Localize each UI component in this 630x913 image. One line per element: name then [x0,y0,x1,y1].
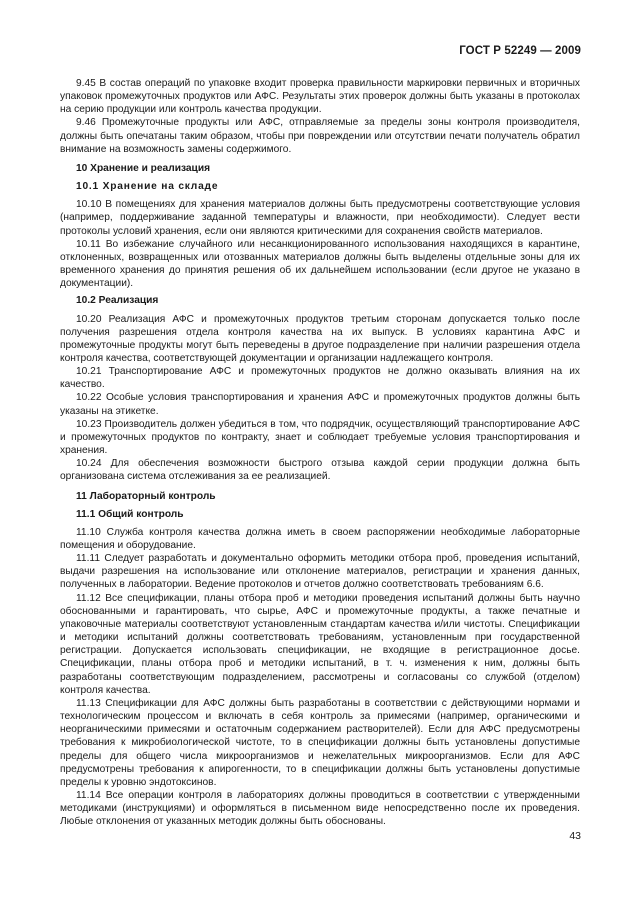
document-body [60,77,580,828]
subsection-heading-10-2: 10.2 Реализация [76,295,159,307]
paragraph-11-12: 11.12 Все спецификации, планы отбора проб и методики проведения испытаний должны быть научно обоснованными и гарантировать, что сырье, АФС и промежуточные продукты, а также печатные и упаковочные материалы соответствуют установленным стандартам качества и/или чистоты. Спецификации и методики испытаний должны соответствовать требованиям, установленным при государственной регистрации. Допускается использовать спецификации, не входящие в регистрационное досье. Спецификации, планы отбора проб и методики испытаний, в т. ч. изменения к ним, должны быть разработаны соответствующим подразделением, рассмотрены и согласованы со службой (отделом) контроля качества. [60,592,580,696]
paragraph-9-46: 9.46 Промежуточные продукты или АФС, отправляемые за пределы зоны контроля производителя, должны быть опечатаны таким образом, чтобы при повреждении или отсутствии печати получатель обратил внимание на возможность замены содержимого. [60,117,580,155]
paragraph-11-11: 11.11 Следует разработать и документально оформить методики отбора проб, проведения испытаний, выдачи разрешения на использование или отклонение материалов, регистрации и хранения данных, полученных в лаборатории. Ведение протоколов и отчетов должно соответствовать требованиям 6.6. [60,553,580,591]
paragraph-10-10: 10.10 В помещениях для хранения материалов должны быть предусмотрены соответствующие условия (например, поддерживание заданной температуры и влажности, при необходимости). Следует вести протоколы условий хранения, если они являются критическими для сохранения свойств материалов. [60,199,580,237]
paragraph-10-21: 10.21 Транспортирование АФС и промежуточных продуктов не должно оказывать влияния на их качество. [60,366,580,391]
paragraph-10-24: 10.24 Для обеспечения возможности быстрого отзыва каждой серии продукции должна быть организована система отслеживания за ее реализацией. [60,458,580,483]
paragraph-10-22: 10.22 Особые условия транспортирования и хранения АФС и промежуточных продуктов должны быть указаны на этикетке. [60,392,580,417]
subsection-heading-11-1: 11.1 Общий контроль [76,508,184,520]
paragraph-11-14: 11.14 Все операции контроля в лабораториях должны проводиться в соответствии с утвержденными методиками (инструкциями) и оформляться в письменном виде непосредственно после их проведения. Любые отклонения от указанных методик должны быть обоснованы. [60,789,580,828]
section-heading-11: 11 Лабораторный контроль [76,490,216,502]
page-number: 43 [569,830,581,842]
section-heading-10: 10 Хранение и реализация [76,162,211,174]
paragraph-11-13: 11.13 Спецификации для АФС должны быть разработаны в соответствии с действующими нормами и технологическим процессом и включать в себя контроль за примесями (например, органическими и неорганическими примесями и остаточным содержанием растворителей). Если для АФС предусмотрены требования к микробиологической чистоте, то в спецификации должны быть установлены допустимые пределы для общего числа микроорганизмов и нежелательных микроорганизмов. Если для АФС предусмотрены требования к апирогенности, то в спецификации должны быть установлены допустимые пределы к уровню эндотоксинов. [60,697,580,788]
paragraph-10-20: 10.20 Реализация АФС и промежуточных продуктов третьим сторонам допускается только после получения разрешения отдела контроля качества на их выпуск. В условиях карантина АФС и промежуточные продукты могут быть переведены в другое подразделение при наличии разрешения отдела контроля качества, соответствующей документации и организации надлежащего контроля. [60,313,580,364]
paragraph-9-45: 9.45 В состав операций по упаковке входит проверка правильности маркировки первичных и вторичных упаковок промежуточных продуктов или АФС. Результаты этих проверок должны быть указаны в протоколах на серию продукции или контроль качества продукции. [60,78,580,116]
paragraph-11-10: 11.10 Служба контроля качества должна иметь в своем распоряжении необходимые лабораторные помещения и оборудование. [60,526,580,551]
subsection-heading-10-1: 10.1 Хранение на складе [76,181,219,193]
paragraph-10-23: 10.23 Производитель должен убедиться в том, что подрядчик, осуществляющий транспортирование АФС и промежуточных продуктов по контракту, знает и соблюдает требуемые условия транспортирования и хранения. [60,418,580,457]
document-header: ГОСТ Р 52249 — 2009 [459,45,581,57]
paragraph-10-11: 10.11 Во избежание случайного или несанкционированного использования находящихся в карантине, отклоненных, возвращенных или отозванных материалов должны быть выделены отдельные зоны для их временного хранения до принятия решения об их дальнейшем использовании (если другое не указано в документации). [60,238,580,290]
